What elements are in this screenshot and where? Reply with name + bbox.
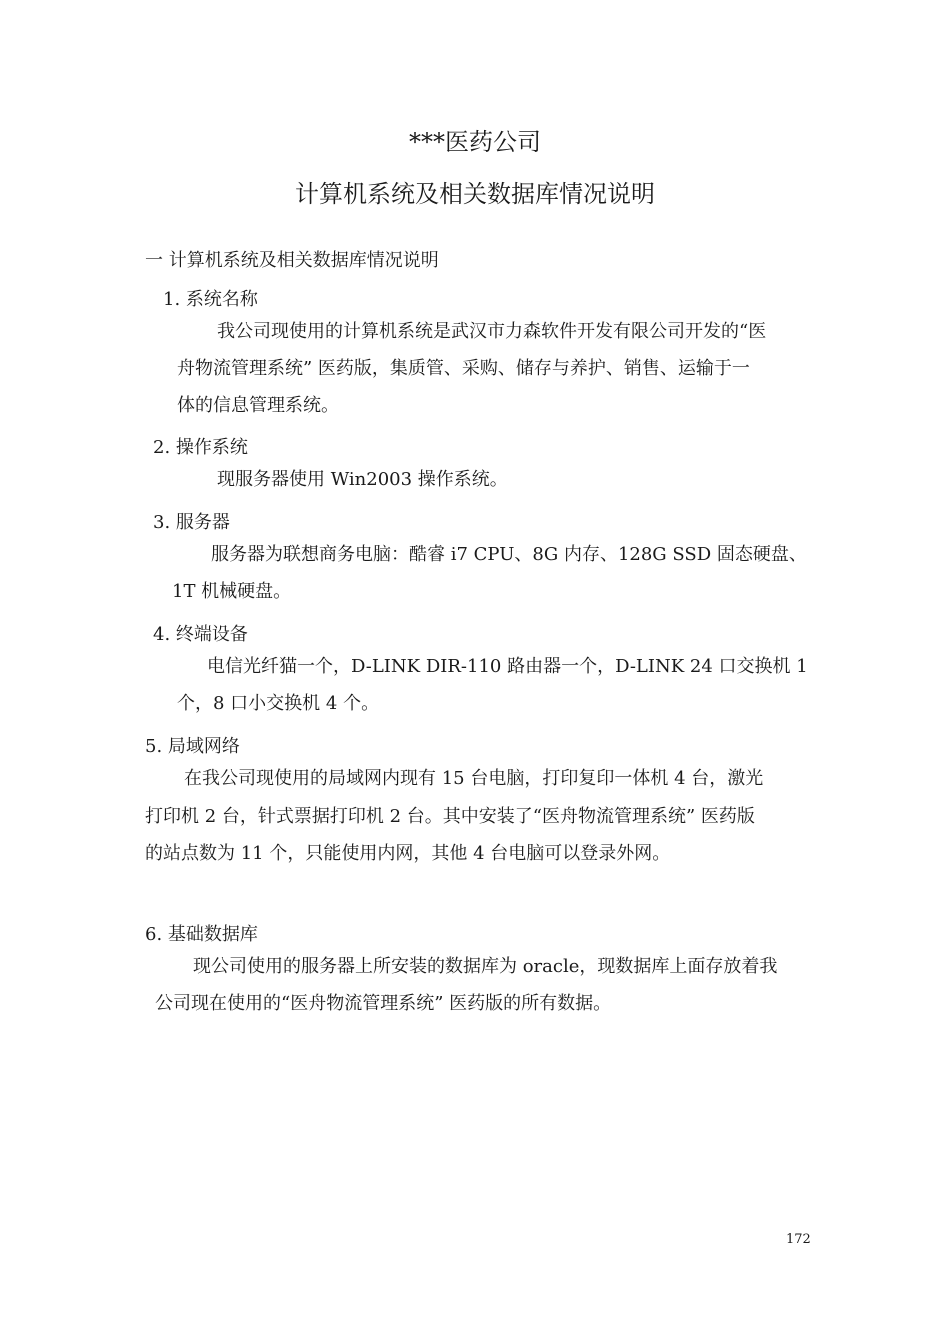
document-title: ***医药公司 bbox=[409, 128, 541, 156]
item-heading-lan: 5. 局域网络 bbox=[145, 736, 240, 757]
paragraph-line: 体的信息管理系统。 bbox=[177, 395, 339, 416]
paragraph-line: 个，8 口小交换机 4 个。 bbox=[177, 693, 380, 714]
paragraph-line: 1T 机械硬盘。 bbox=[172, 581, 292, 602]
item-heading-server: 3. 服务器 bbox=[153, 512, 230, 533]
paragraph-line: 电信光纤猫一个，D-LINK DIR-110 路由器一个，D-LINK 24 口交换机 1 bbox=[207, 656, 808, 677]
section-heading: 一 计算机系统及相关数据库情况说明 bbox=[145, 250, 439, 271]
paragraph-line: 的站点数为 11 个，只能使用内网，其他 4 台电脑可以登录外网。 bbox=[145, 843, 671, 864]
item-heading-system-name: 1. 系统名称 bbox=[163, 289, 258, 310]
paragraph-line: 我公司现使用的计算机系统是武汉市力森软件开发有限公司开发的“医 bbox=[217, 321, 767, 342]
paragraph-line: 舟物流管理系统” 医药版，集质管、采购、储存与养护、销售、运输于一 bbox=[177, 358, 750, 379]
paragraph-line: 打印机 2 台，针式票据打印机 2 台。其中安装了“医舟物流管理系统” 医药版 bbox=[145, 806, 755, 827]
paragraph-line: 现公司使用的服务器上所安装的数据库为 oracle，现数据库上面存放着我 bbox=[193, 956, 778, 977]
document-subtitle: 计算机系统及相关数据库情况说明 bbox=[295, 180, 655, 208]
paragraph-line: 服务器为联想商务电脑：酷睿 i7 CPU、8G 内存、128G SSD 固态硬盘、 bbox=[211, 544, 807, 565]
paragraph-line: 现服务器使用 Win2003 操作系统。 bbox=[217, 469, 508, 490]
page-number: 172 bbox=[786, 1232, 811, 1247]
item-heading-database: 6. 基础数据库 bbox=[145, 924, 258, 945]
item-heading-os: 2. 操作系统 bbox=[153, 437, 248, 458]
item-heading-terminal: 4. 终端设备 bbox=[153, 624, 248, 645]
paragraph-line: 公司现在使用的“医舟物流管理系统” 医药版的所有数据。 bbox=[155, 993, 612, 1014]
paragraph-line: 在我公司现使用的局域网内现有 15 台电脑，打印复印一体机 4 台，激光 bbox=[184, 768, 764, 789]
